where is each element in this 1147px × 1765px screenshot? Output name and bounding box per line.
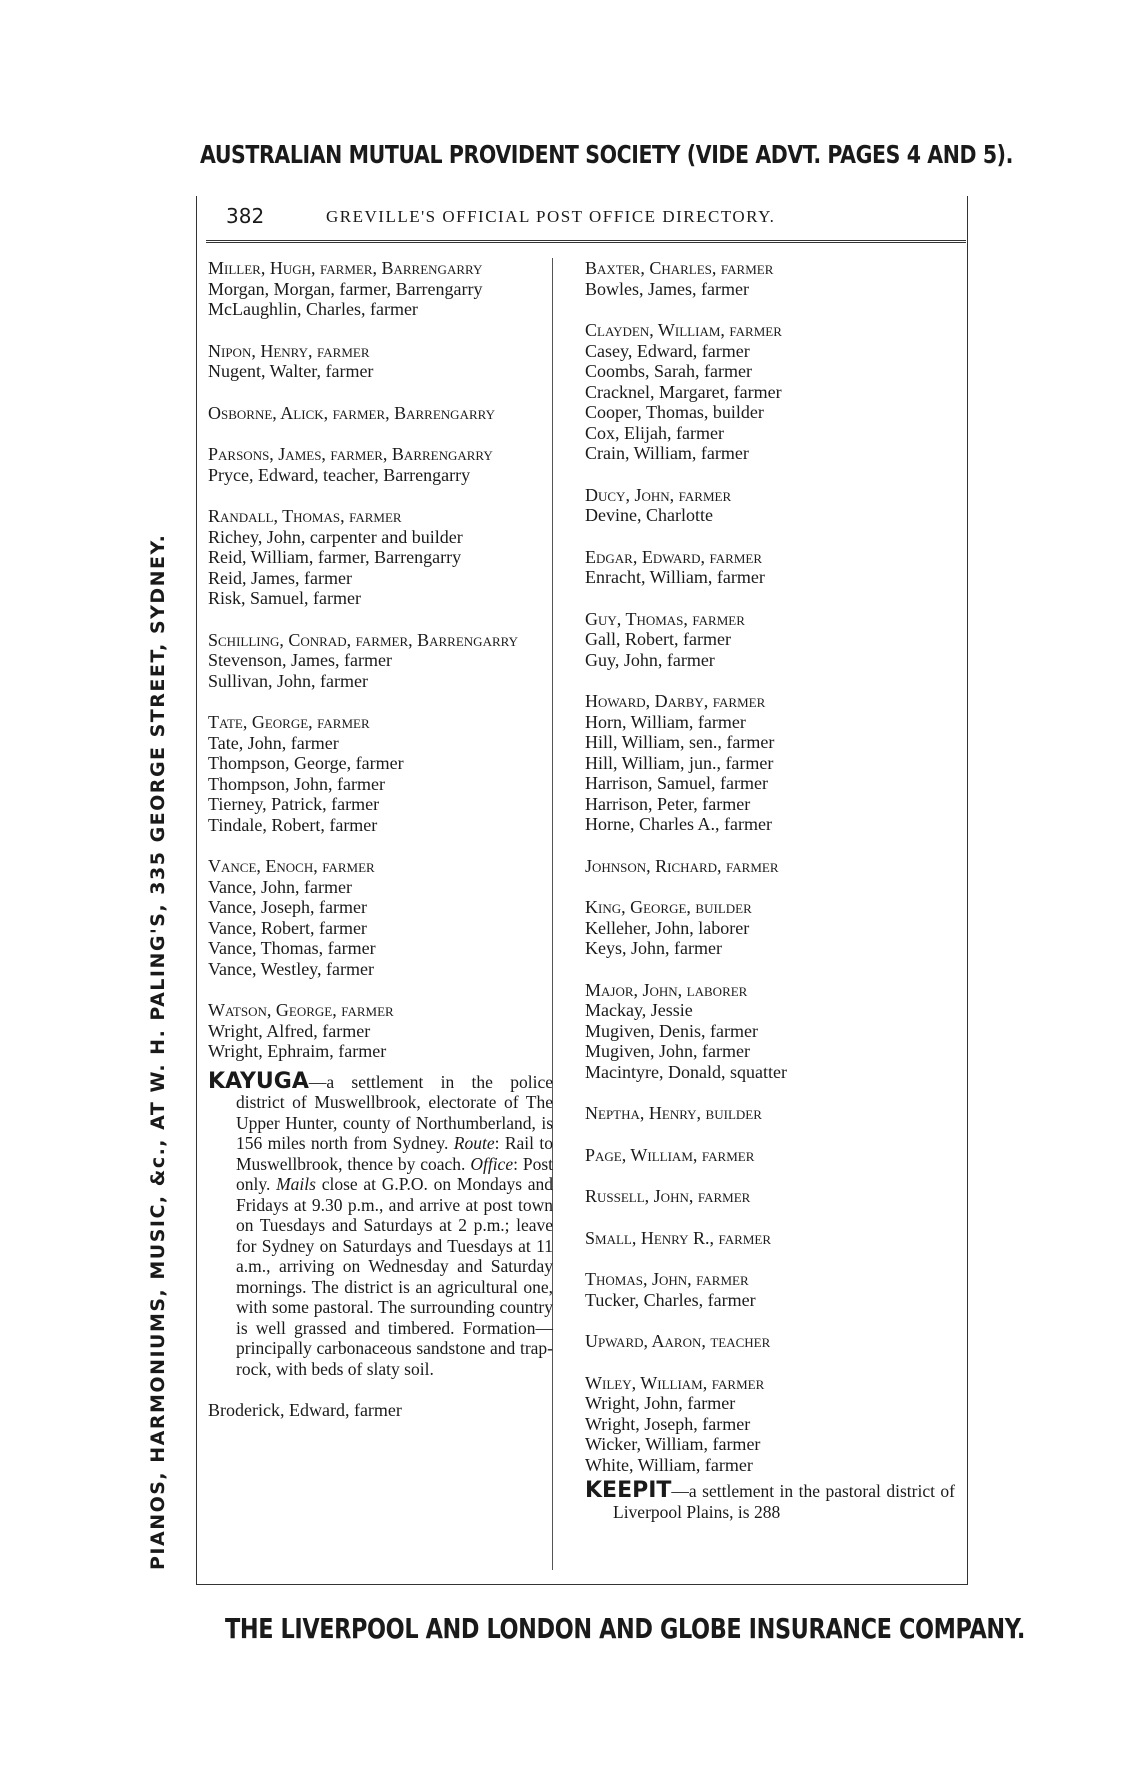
directory-title: GREVILLE'S OFFICIAL POST OFFICE DIRECTORY.: [326, 207, 776, 226]
list-item: McLaughlin, Charles, farmer: [208, 299, 418, 319]
keepit-heading: KEEPIT: [585, 1478, 672, 1503]
list-item: Upward, Aaron, teacher: [585, 1331, 771, 1351]
list-item: Wright, John, farmer: [585, 1393, 736, 1413]
list-item: Parsons, James, farmer, Barrengarry: [208, 444, 493, 464]
list-item: Thompson, George, farmer: [208, 753, 404, 773]
list-item: Cracknel, Margaret, farmer: [585, 381, 782, 402]
list-item: Clayden, William, farmer: [585, 320, 782, 340]
list-item: Mugiven, Denis, farmer: [585, 1020, 758, 1041]
mails-label: Mails: [276, 1174, 316, 1194]
list-item: Hill, William, sen., farmer: [585, 732, 775, 752]
list-item: Miller, Hugh, farmer, Barrengarry: [208, 258, 483, 278]
list-item: Enracht, William, farmer: [585, 567, 765, 587]
list-item: Wicker, William, farmer: [585, 1434, 761, 1454]
list-item: Guy, John, farmer: [585, 649, 715, 670]
list-item: Kelleher, John, laborer: [585, 917, 750, 938]
list-item: Gall, Robert, farmer: [585, 629, 731, 649]
list-item: Baxter, Charles, farmer: [585, 258, 774, 278]
list-item: Thomas, John, farmer: [585, 1269, 749, 1289]
list-item: Vance, Robert, farmer: [208, 917, 367, 938]
list-item: Reid, James, farmer: [208, 567, 352, 588]
list-item: White, William, farmer: [585, 1454, 753, 1475]
list-item: Harrison, Peter, farmer: [585, 793, 751, 814]
list-item: Vance, Enoch, farmer: [208, 856, 375, 876]
list-item: Vance, Thomas, farmer: [208, 938, 376, 958]
mails-text: close at G.P.O. on Mondays and Fridays at 9.30 p.m., and arrive at post town on Tuesdays and Saturdays at 2 p.m.; leave for Sydney on Saturdays and Tuesdays at 11 a.m., arriving on Wednesday and Saturday mornings. The district is an agricultural one, with some pastoral. The surrounding country is well grassed and timbered. Formation—principally carbonaceous sandstone and trap-rock, with beds of slaty soil.: [236, 1174, 554, 1379]
list-item: Sullivan, John, farmer: [208, 670, 368, 691]
list-item: Hill, William, jun., farmer: [585, 752, 774, 773]
office-text: : Post only.: [236, 1153, 553, 1194]
list-item: Wright, Alfred, farmer: [208, 1020, 371, 1041]
list-item: Horn, William, farmer: [585, 711, 746, 732]
list-item: Randall, Thomas, farmer: [208, 506, 402, 526]
list-item-broderick: Broderick, Edward, farmer: [208, 1400, 402, 1420]
kayuga-heading: KAYUGA: [208, 1068, 309, 1094]
top-advertisement-banner: AUSTRALIAN MUTUAL PROVIDENT SOCIETY (VIDE ADVT. PAGES 4 AND 5).: [200, 140, 1014, 169]
list-item: Morgan, Morgan, farmer, Barrengarry: [208, 278, 483, 299]
list-item: King, George, builder: [585, 897, 752, 917]
side-advertisement: PIANOS, HARMONIUMS, MUSIC, &c., AT W. H. PALING'S, 335 GEORGE STREET, SYDNEY.: [147, 533, 169, 1570]
list-item: Crain, William, farmer: [585, 443, 749, 463]
list-item: Pryce, Edward, teacher, Barrengarry: [208, 464, 471, 485]
right-directory-list: [585, 258, 955, 1475]
list-item: Coombs, Sarah, farmer: [585, 361, 752, 381]
list-item: Reid, William, farmer, Barrengarry: [208, 547, 462, 567]
bottom-advertisement-banner: THE LIVERPOOL AND LONDON AND GLOBE INSURANCE COMPANY.: [225, 1612, 1025, 1645]
list-item: Neptha, Henry, builder: [585, 1103, 762, 1123]
list-item: Horne, Charles A., farmer: [585, 814, 772, 834]
list-item: Cox, Elijah, farmer: [585, 422, 724, 443]
list-item: Richey, John, carpenter and builder: [208, 526, 463, 547]
list-item: Casey, Edward, farmer: [585, 340, 750, 361]
office-label: Office: [470, 1153, 514, 1174]
route-text: : Rail to Muswellbrook, thence by coach.: [236, 1133, 554, 1174]
kayuga-description: [208, 1068, 554, 1380]
running-head: [206, 204, 966, 243]
list-item: Vance, John, farmer: [208, 876, 352, 897]
list-item: Stevenson, James, farmer: [208, 650, 392, 670]
list-item: Osborne, Alick, farmer, Barrengarry: [208, 402, 495, 423]
list-item: Vance, Westley, farmer: [208, 958, 374, 979]
list-item: Russell, John, farmer: [585, 1186, 751, 1206]
list-item: Nipon, Henry, farmer: [208, 340, 370, 361]
list-item: Small, Henry R., farmer: [585, 1227, 772, 1248]
list-item: Tierney, Patrick, farmer: [208, 794, 380, 814]
list-item: Wright, Joseph, farmer: [585, 1413, 751, 1434]
list-item: Major, John, laborer: [585, 979, 748, 1000]
keepit-text: —a settlement in the pastoral district of Liverpool Plains, is 288: [613, 1481, 955, 1522]
left-directory-list: [208, 258, 553, 1062]
left-column: [208, 258, 553, 1421]
kayuga-intro: —a settlement in the police district of Muswellbrook, electorate of The Upper Hunter, county of Northumberland, is 156 miles north from Sydney.: [236, 1071, 553, 1153]
list-item: Keys, John, farmer: [585, 938, 722, 958]
list-item: Johnson, Richard, farmer: [585, 855, 779, 876]
list-item: Thompson, John, farmer: [208, 773, 385, 794]
list-item: Nugent, Walter, farmer: [208, 361, 374, 381]
list-item: Mugiven, John, farmer: [585, 1041, 750, 1061]
list-item: Tate, John, farmer: [208, 732, 339, 753]
list-item: Harrison, Samuel, farmer: [585, 773, 768, 793]
list-item: Howard, Darby, farmer: [585, 691, 766, 711]
list-item: Bowles, James, farmer: [585, 278, 749, 299]
route-label: Route: [453, 1133, 495, 1153]
page-number: 382: [226, 204, 265, 228]
list-item: Cooper, Thomas, builder: [585, 402, 764, 422]
list-item: Mackay, Jessie: [585, 1000, 693, 1020]
list-item: Guy, Thomas, farmer: [585, 608, 745, 629]
list-item: Watson, George, farmer: [208, 1000, 394, 1020]
list-item: Devine, Charlotte: [585, 505, 713, 525]
list-item: Macintyre, Donald, squatter: [585, 1061, 787, 1082]
list-item: Tucker, Charles, farmer: [585, 1289, 756, 1310]
list-item: Tindale, Robert, farmer: [208, 814, 378, 835]
list-item: Wiley, William, farmer: [585, 1372, 765, 1393]
keepit-description: [585, 1478, 955, 1522]
list-item: Wright, Ephraim, farmer: [208, 1041, 387, 1061]
right-column: [585, 258, 955, 1522]
list-item: Schilling, Conrad, farmer, Barrengarry: [208, 629, 518, 650]
list-item: Risk, Samuel, farmer: [208, 588, 361, 608]
list-item: Tate, George, farmer: [208, 712, 370, 732]
list-item: Edgar, Edward, farmer: [585, 546, 762, 567]
list-item: Ducy, John, farmer: [585, 484, 732, 505]
list-item: Vance, Joseph, farmer: [208, 897, 367, 917]
list-item: Page, William, farmer: [585, 1144, 755, 1165]
